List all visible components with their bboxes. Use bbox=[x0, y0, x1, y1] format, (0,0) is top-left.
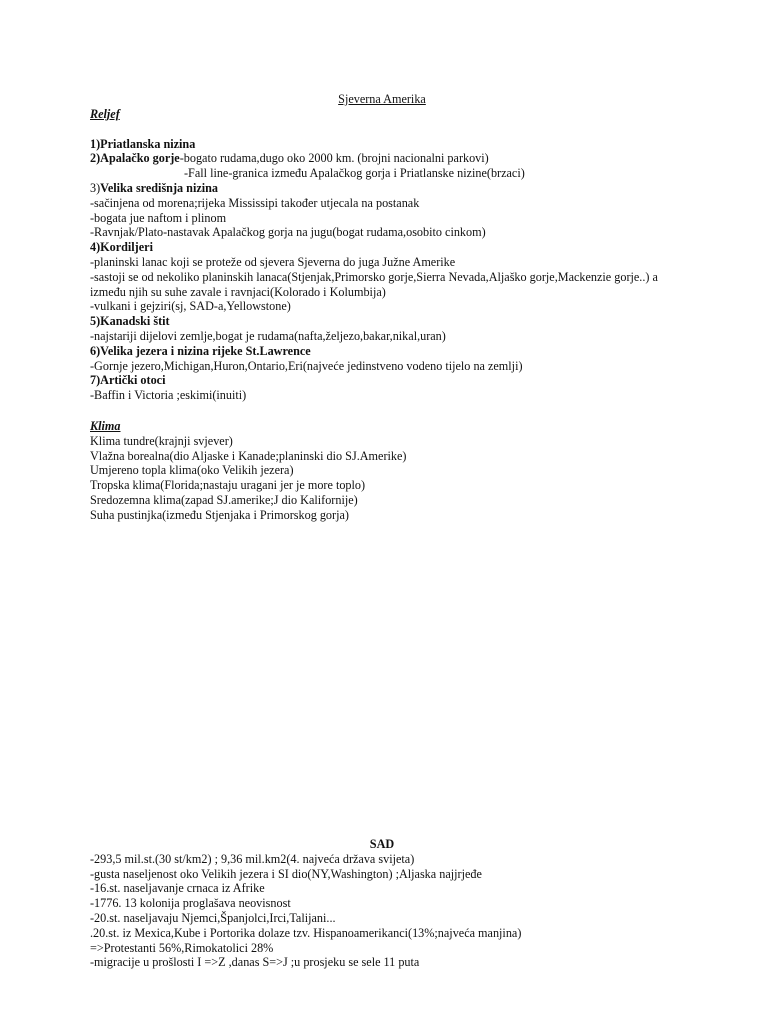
relief-line-11 bbox=[90, 299, 690, 314]
relief-item-bold: 4)Kordiljeri bbox=[90, 240, 153, 255]
spacer bbox=[90, 122, 690, 137]
relief-item-bold: Velika središnja nizina bbox=[100, 180, 218, 195]
relief-line-12 bbox=[90, 314, 690, 329]
climate-item: Tropska klima(Florida;nastaju uragani jer je more toplo) bbox=[90, 478, 366, 493]
relief-item-text: -Gornje jezero,Michigan,Huron,Ontario,Eri(najveće jedinstveno vodeno tijelo na zemlji) bbox=[90, 358, 523, 373]
climate-item: Umjereno topla klima(oko Velikih jezera) bbox=[90, 463, 294, 478]
climate-item: Sredozemna klima(zapad SJ.amerike;J dio Kalifornije) bbox=[90, 492, 358, 507]
page-title: Sjeverna Amerika bbox=[338, 92, 426, 106]
relief-item-text: -sastoji se od nekoliko planinskih lanaca(Stjenjak,Primorsko gorje,Sierra Nevada,Aljaško gorje,Mackenzie gorje..) a između njih su suhe zavale i ravnjaci(Kolorado i Kolumbija) bbox=[90, 269, 658, 299]
climate-item: Klima tundre(krajnji svjever) bbox=[90, 433, 233, 448]
relief-item-bold: 5)Kanadski štit bbox=[90, 314, 170, 329]
relief-line-14 bbox=[90, 344, 690, 359]
sad-item: .20.st. iz Mexica,Kube i Portorika dolaze tzv. Hispanoamerikanci(13%;najveća manjina) bbox=[90, 925, 522, 940]
relief-item-bold: 7)Artički otoci bbox=[90, 373, 166, 388]
relief-line-3 bbox=[90, 166, 690, 181]
relief-item-text: -Fall line-granica između Apalačkog gorja i Priatlanske nizine(brzaci) bbox=[184, 166, 525, 181]
relief-item-bold: 1)Priatlanska nizina bbox=[90, 136, 196, 151]
climate-heading: Klima bbox=[90, 419, 121, 433]
relief-item-bold: 2)Apalačko gorje bbox=[90, 151, 180, 166]
sad-item: -migracije u prošlosti I =>Z ,danas S=>J ;u prosjeku se sele 11 puta bbox=[90, 955, 420, 970]
relief-line-2 bbox=[90, 151, 690, 166]
relief-item-text: -bogato rudama,dugo oko 2000 km. (brojni nacionalni parkovi) bbox=[179, 151, 489, 166]
relief-item-text: -najstariji dijelovi zemlje,bogat je rudama(nafta,željezo,bakar,nikal,uran) bbox=[90, 328, 446, 343]
sad-item: -1776. 13 kolonija proglašava neovisnost bbox=[90, 896, 291, 911]
relief-section bbox=[90, 107, 690, 403]
climate-item: Vlažna borealna(dio Aljaske i Kanade;planinski dio SJ.Amerike) bbox=[90, 448, 407, 463]
relief-item-prefix: 3) bbox=[90, 180, 101, 195]
relief-line-1 bbox=[90, 137, 690, 152]
relief-line-10 bbox=[90, 270, 660, 300]
relief-line-13 bbox=[90, 329, 690, 344]
relief-item-text: -bogata jue naftom i plinom bbox=[90, 210, 227, 225]
relief-item-bold: 6)Velika jezera i nizina rijeke St.Lawrence bbox=[90, 343, 311, 358]
relief-item-text: -Baffin i Victoria ;eskimi(inuiti) bbox=[90, 388, 247, 403]
sad-item: -gusta naseljenost oko Velikih jezera i SI dio(NY,Washington) ;Aljaska najjrjeđe bbox=[90, 866, 482, 881]
sad-section bbox=[90, 837, 690, 970]
relief-item-text: -sačinjena od morena;rijeka Mississipi također utjecala na postanak bbox=[90, 195, 420, 210]
relief-line-5 bbox=[90, 196, 690, 211]
sad-item: =>Protestanti 56%,Rimokatolici 28% bbox=[90, 940, 274, 955]
climate-section bbox=[90, 419, 690, 523]
relief-line-4 bbox=[90, 181, 690, 196]
document-header bbox=[90, 92, 690, 107]
sad-item: -293,5 mil.st.(30 st/km2) ; 9,36 mil.km2(4. najveća država svijeta) bbox=[90, 851, 415, 866]
relief-line-7 bbox=[90, 225, 690, 240]
relief-heading: Reljef bbox=[90, 107, 120, 121]
relief-line-6 bbox=[90, 211, 690, 226]
relief-line-16 bbox=[90, 373, 690, 388]
relief-line-15 bbox=[90, 359, 690, 374]
sad-heading: SAD bbox=[369, 837, 395, 851]
relief-item-text: -planinski lanac koji se proteže od sjevera Sjeverna do juga Južne Amerike bbox=[90, 254, 456, 269]
relief-line-17 bbox=[90, 388, 690, 403]
relief-item-text: -vulkani i gejziri(sj, SAD-a,Yellowstone) bbox=[90, 299, 291, 314]
sad-item: -16.st. naseljavanje crnaca iz Afrike bbox=[90, 881, 265, 896]
relief-line-9 bbox=[90, 255, 690, 270]
relief-line-8 bbox=[90, 240, 690, 255]
relief-item-text: -Ravnjak/Plato-nastavak Apalačkog gorja na jugu(bogat rudama,osobito cinkom) bbox=[90, 225, 486, 240]
sad-item: -20.st. naseljavaju Njemci,Španjolci,Irci,Talijani... bbox=[90, 910, 336, 925]
climate-item: Suha pustinjka(između Stjenjaka i Primorskog gorja) bbox=[90, 507, 349, 522]
